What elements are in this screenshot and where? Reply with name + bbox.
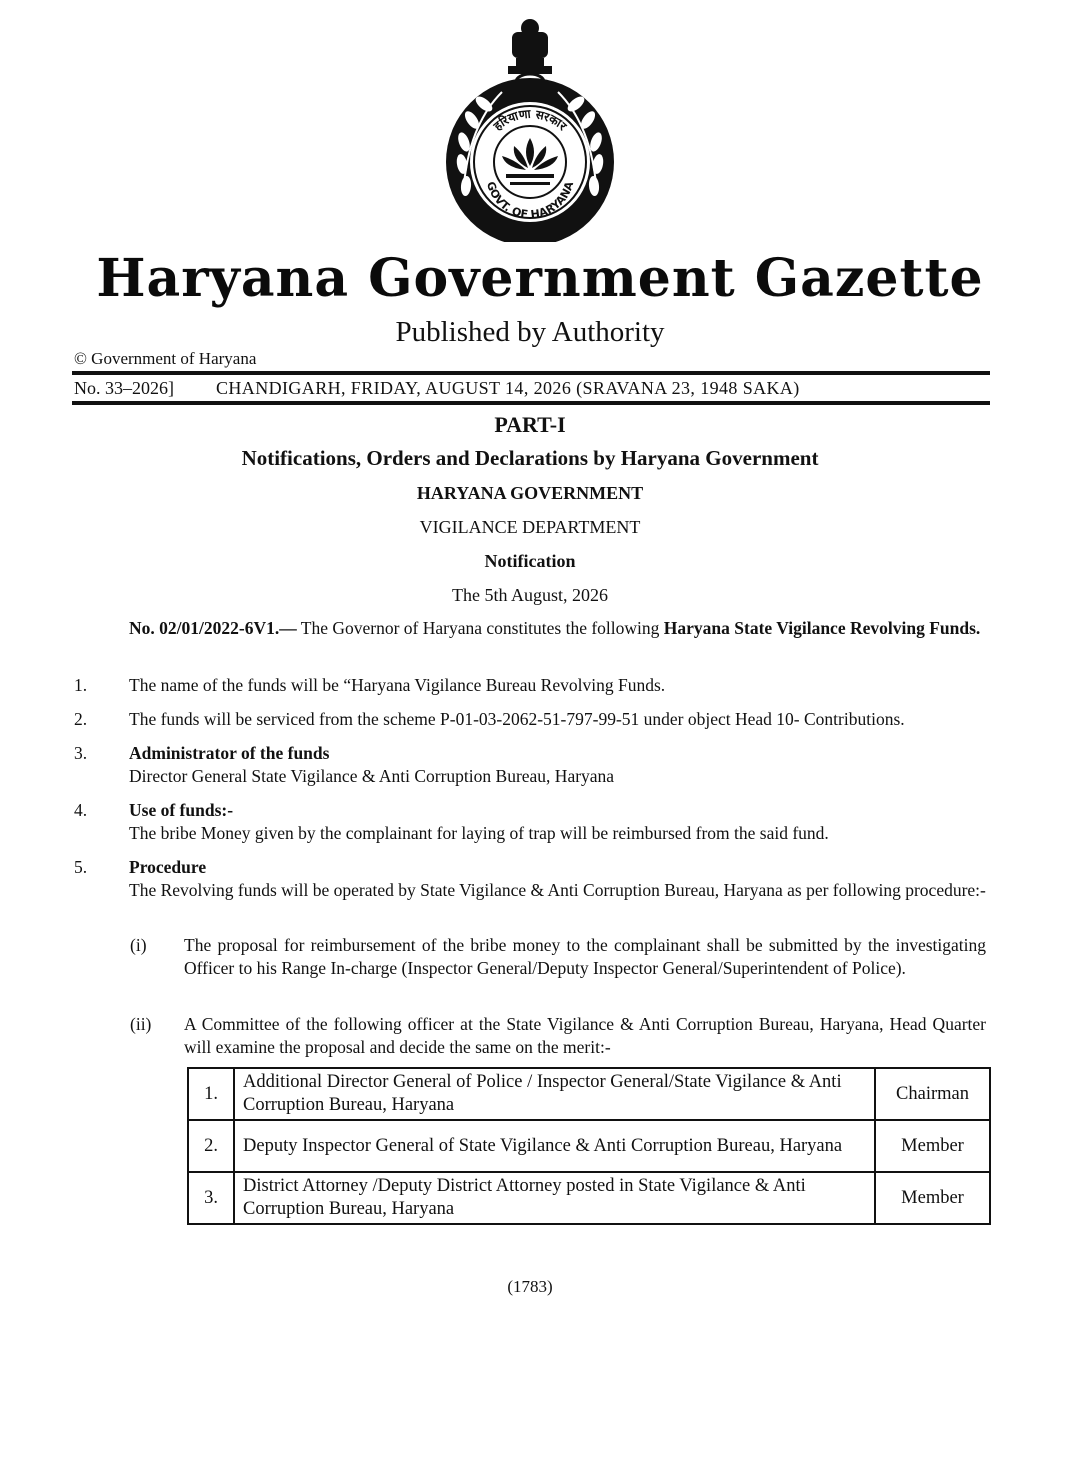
preamble-subject: Haryana State Vigilance Revolving Funds. xyxy=(663,618,981,638)
item-number: 4. xyxy=(74,800,88,820)
header-rule-bottom xyxy=(72,401,990,405)
item-text: The name of the funds will be “Haryana Vigilance Bureau Revolving Funds. xyxy=(129,675,666,695)
part-heading: PART-I xyxy=(494,412,566,437)
item-text: Director General State Vigilance & Anti Corruption Bureau, Haryana xyxy=(129,766,615,786)
issue-number: No. 33–2026] xyxy=(74,378,174,398)
notification-heading: Notification xyxy=(484,551,576,571)
notification-number: No. 02/01/2022-6V1.— xyxy=(129,618,297,638)
department-heading: VIGILANCE DEPARTMENT xyxy=(419,517,641,537)
item-text: The Revolving funds will be operated by State Vigilance & Anti Corruption Bureau, Haryana as per following procedure:- xyxy=(129,880,986,900)
committee-role: Chairman xyxy=(875,1068,990,1120)
government-heading: HARYANA GOVERNMENT xyxy=(416,483,644,503)
haryana-government-emblem-icon xyxy=(440,14,620,242)
gazette-subtitle: Published by Authority xyxy=(395,316,665,348)
table-row xyxy=(188,1068,990,1120)
item-title: Use of funds:- xyxy=(129,800,234,820)
gazette-masthead-title: Haryana Government Gazette xyxy=(96,248,984,309)
item-text: The funds will be serviced from the scheme P-01-03-2062-51-797-99-51 under object Head 10- Contributions. xyxy=(129,709,905,729)
committee-officer: Additional Director General of Police / Inspector General/State Vigilance & Anti Corruption Bureau, Haryana xyxy=(234,1068,875,1120)
emblem-ring-text-top: हरियाणा सरकार xyxy=(490,106,570,134)
part-subheading: Notifications, Orders and Declarations by Haryana Government xyxy=(241,446,819,470)
header-rule-top xyxy=(72,371,990,375)
procedure-number: (i) xyxy=(130,935,147,955)
item-text: The bribe Money given by the complainant for laying of trap will be reimbursed from the said fund. xyxy=(129,823,829,843)
item-number: 3. xyxy=(74,743,88,763)
notification-date: The 5th August, 2026 xyxy=(452,585,608,605)
preamble-text: The Governor of Haryana constitutes the following xyxy=(296,618,664,638)
page-number: (1783) xyxy=(507,1277,553,1296)
procedure-text: A Committee of the following officer at the State Vigilance & Anti Corruption Bureau, Haryana, Head Quarter will examine the proposal and decide the same on the merit:- xyxy=(184,1014,986,1057)
committee-officer: District Attorney /Deputy District Attorney posted in State Vigilance & Anti Corruption Bureau, Haryana xyxy=(234,1172,875,1224)
committee-serial: 3. xyxy=(188,1172,234,1224)
table-row xyxy=(188,1120,990,1172)
procedure-text: The proposal for reimbursement of the bribe money to the complainant shall be submitted by the investigating Officer to his Range In-charge (Inspector General/Deputy Inspector General/Superintendent of Police). xyxy=(184,935,986,978)
committee-table xyxy=(187,1067,991,1225)
procedure-number: (ii) xyxy=(130,1014,152,1034)
committee-serial: 2. xyxy=(188,1120,234,1172)
committee-role: Member xyxy=(875,1120,990,1172)
item-number: 5. xyxy=(74,857,88,877)
item-number: 2. xyxy=(74,709,88,729)
emblem-ring-text-bottom: GOVT. OF HARYANA xyxy=(483,179,577,222)
item-number: 1. xyxy=(74,675,88,695)
table-row xyxy=(188,1172,990,1224)
issue-place-date: CHANDIGARH, FRIDAY, AUGUST 14, 2026 (SRAVANA 23, 1948 SAKA) xyxy=(216,378,800,398)
committee-serial: 1. xyxy=(188,1068,234,1120)
committee-role: Member xyxy=(875,1172,990,1224)
item-title: Administrator of the funds xyxy=(129,743,330,763)
committee-officer: Deputy Inspector General of State Vigilance & Anti Corruption Bureau, Haryana xyxy=(234,1120,875,1172)
item-title: Procedure xyxy=(129,857,207,877)
copyright-notice: © Government of Haryana xyxy=(74,349,257,368)
notification-preamble xyxy=(74,617,986,640)
